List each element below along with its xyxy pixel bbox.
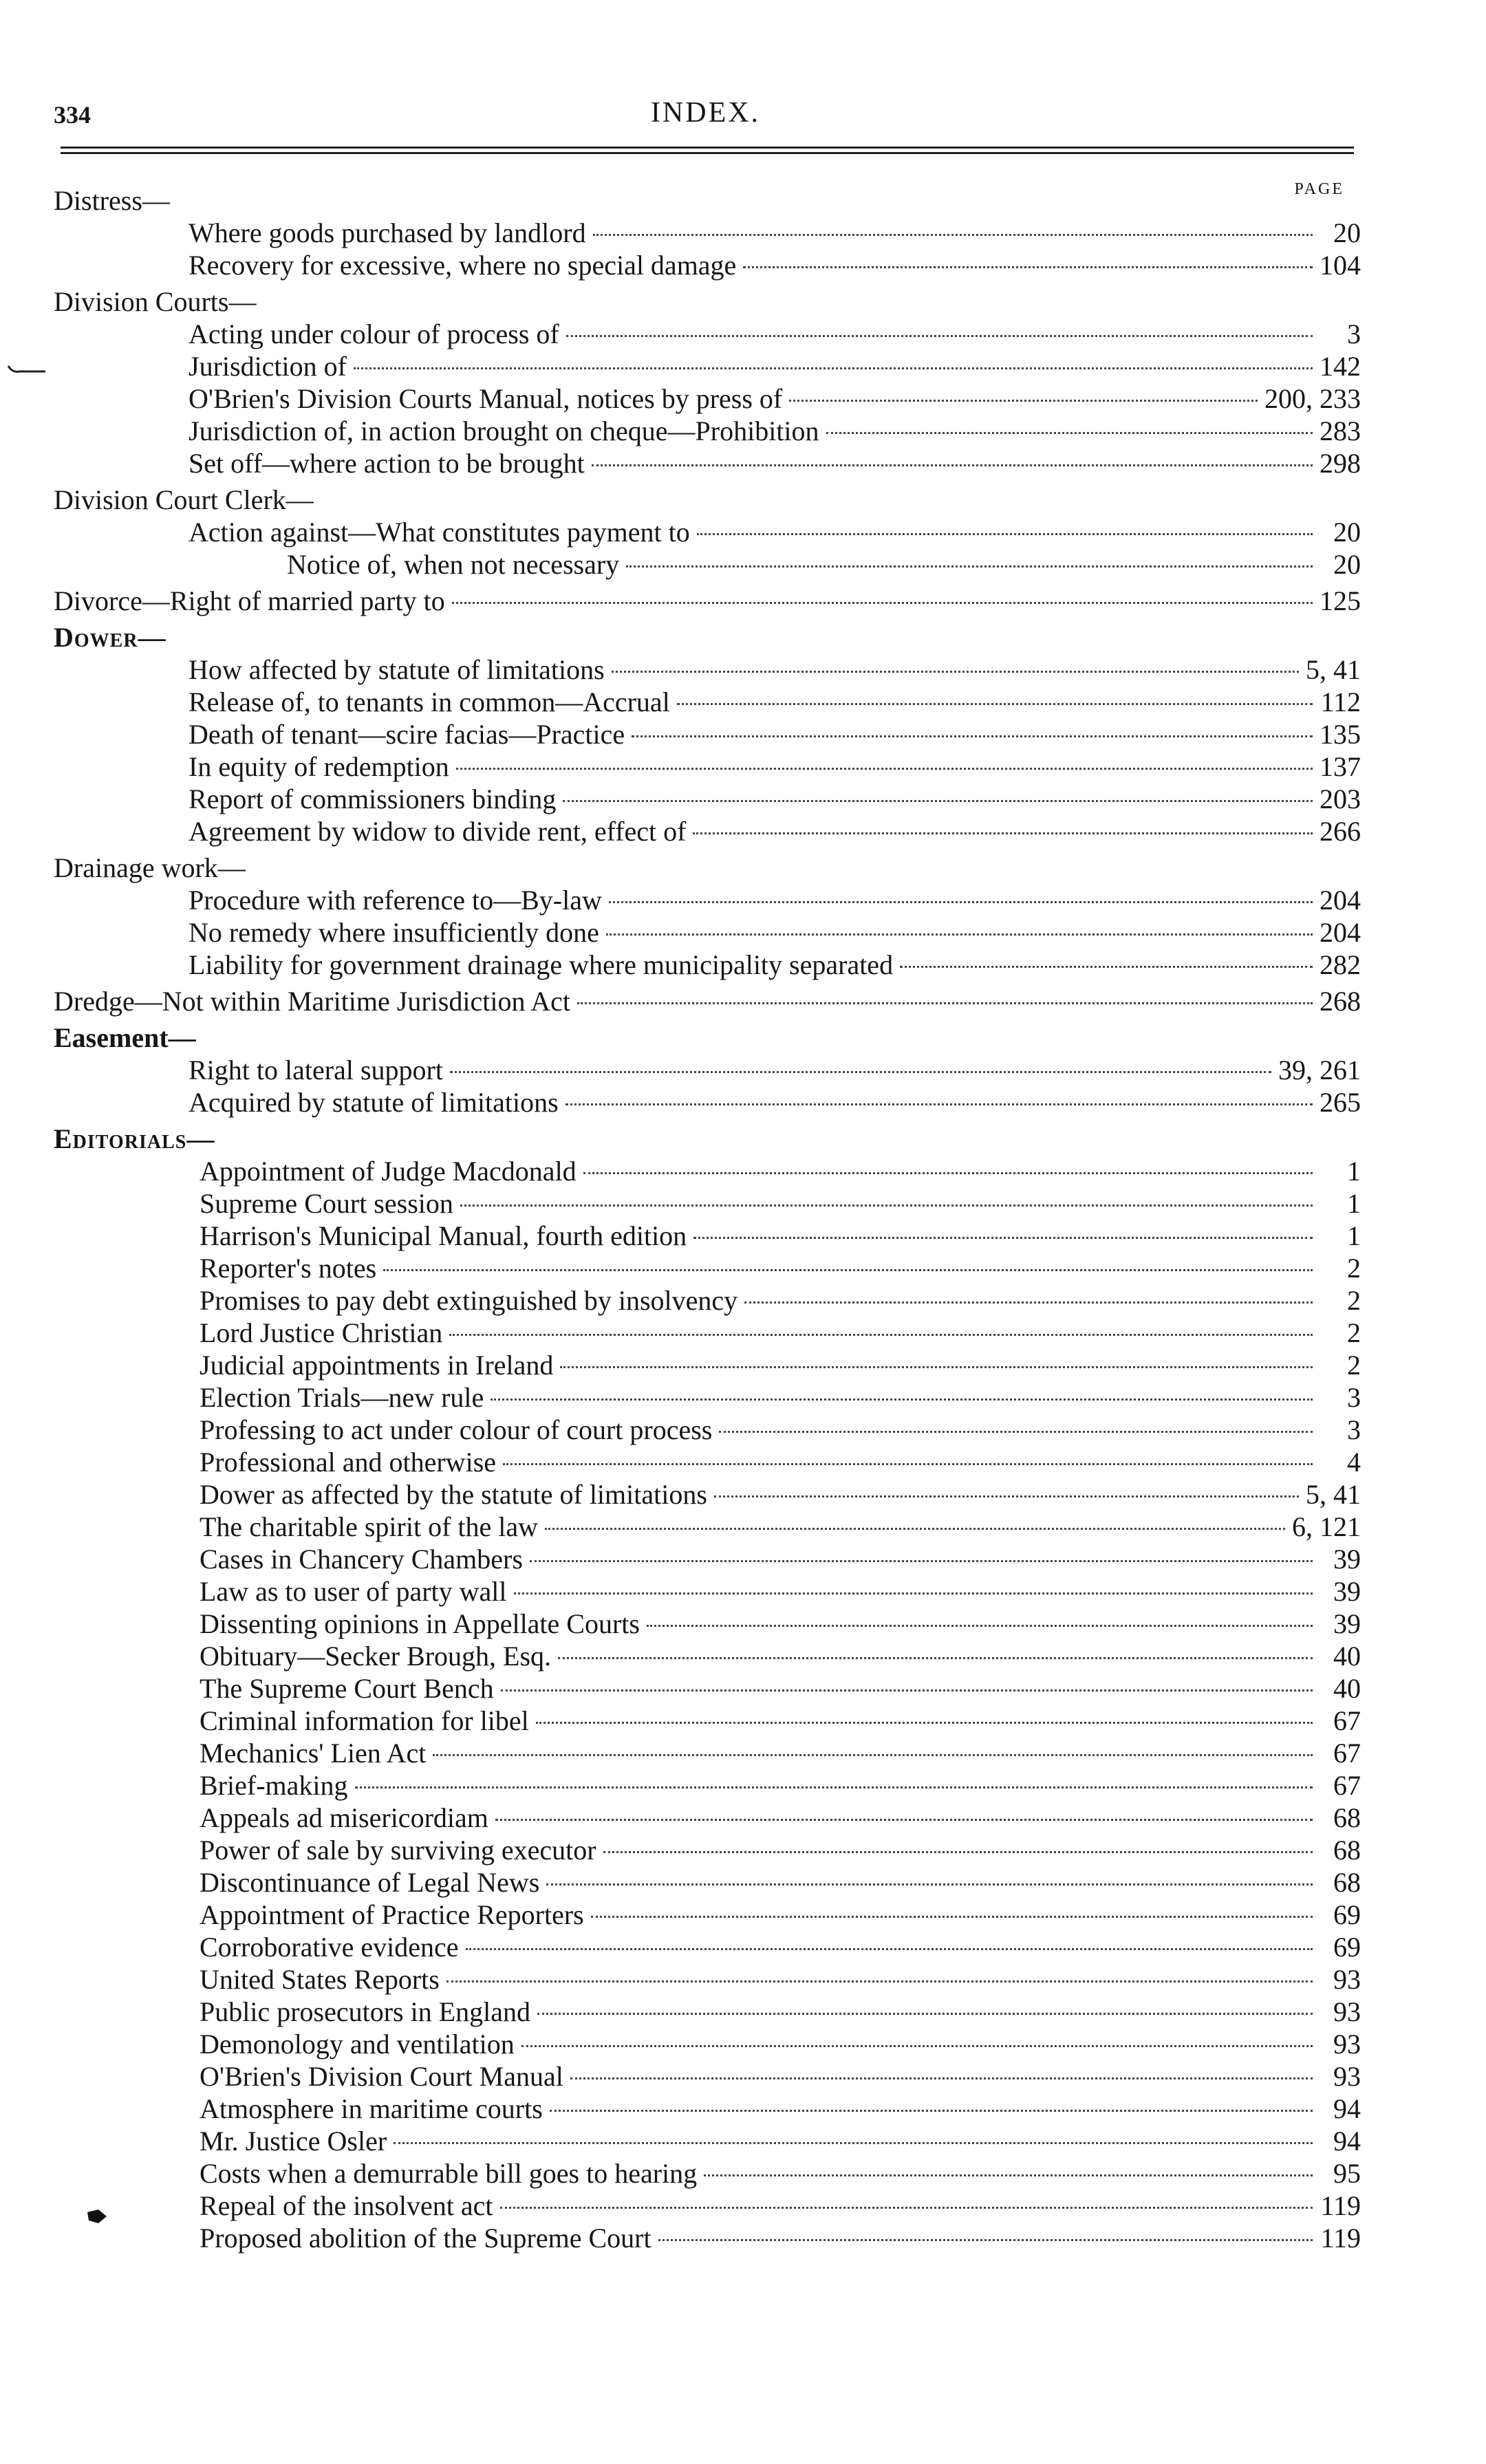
index-entry xyxy=(54,1963,1361,1996)
index-entry xyxy=(54,217,1361,249)
entry-label: Acting under colour of process of xyxy=(189,318,559,349)
entry-page-ref: 3 xyxy=(1347,1382,1361,1413)
dot-leader xyxy=(677,703,1313,705)
entry-label: Corroborative evidence xyxy=(200,1932,459,1963)
dot-leader xyxy=(606,933,1313,936)
index-entry xyxy=(54,548,1361,581)
page-number: 334 xyxy=(54,101,91,129)
dot-leader xyxy=(449,1334,1313,1336)
entry-page-ref: 68 xyxy=(1333,1867,1361,1898)
entry-page-ref: 119 xyxy=(1320,2223,1361,2254)
dot-leader xyxy=(500,2207,1313,2209)
entry-page-ref: 2 xyxy=(1347,1317,1361,1348)
entry-page-ref: 68 xyxy=(1333,1802,1361,1833)
entry-label: Drainage work— xyxy=(54,852,246,883)
dot-leader xyxy=(536,1722,1313,1724)
entry-page-ref: 2 xyxy=(1347,1253,1361,1284)
dot-leader xyxy=(383,1269,1313,1271)
entry-page-ref: 20 xyxy=(1333,517,1361,548)
dot-leader xyxy=(563,800,1313,802)
entry-label: Dissenting opinions in Appellate Courts xyxy=(200,1608,640,1639)
index-entry xyxy=(54,949,1361,981)
index-entry xyxy=(54,1608,1361,1640)
entry-page-ref: 266 xyxy=(1320,816,1361,847)
index-entry xyxy=(54,2060,1361,2093)
entry-label: Harrison's Municipal Manual, fourth edition xyxy=(200,1220,687,1251)
dot-leader xyxy=(537,2013,1313,2015)
entry-label: Reporter's notes xyxy=(200,1253,377,1284)
entry-label: Dredge—Not within Maritime Jurisdiction Act xyxy=(54,986,570,1017)
index-entry xyxy=(54,516,1361,548)
entry-page-ref: 265 xyxy=(1320,1087,1361,1118)
index-entry xyxy=(54,852,1361,884)
index-entry xyxy=(54,249,1361,281)
index-entry xyxy=(54,1284,1361,1317)
entry-label: O'Brien's Division Court Manual xyxy=(200,2061,563,2092)
dot-leader xyxy=(647,1625,1313,1627)
entry-label: The Supreme Court Bench xyxy=(200,1673,494,1704)
index-entry xyxy=(54,1317,1361,1349)
entry-label: Supreme Court session xyxy=(200,1188,453,1219)
entry-page-ref: 1 xyxy=(1347,1156,1361,1187)
entry-label: Dower as affected by the statute of limitations xyxy=(200,1479,707,1510)
header-rule-bottom xyxy=(61,152,1354,154)
index-entry xyxy=(54,1575,1361,1608)
index-entry xyxy=(54,1543,1361,1575)
entry-page-ref: 69 xyxy=(1333,1932,1361,1963)
index-entry xyxy=(54,1252,1361,1284)
index-entry xyxy=(54,382,1361,415)
index-entry xyxy=(54,1155,1361,1187)
entry-page-ref: 69 xyxy=(1333,1899,1361,1930)
entry-page-ref: 94 xyxy=(1333,2093,1361,2124)
entry-label: Judicial appointments in Ireland xyxy=(200,1350,554,1381)
dot-leader xyxy=(550,2110,1313,2112)
entry-page-ref: 268 xyxy=(1320,986,1361,1017)
entry-label: Distress— xyxy=(54,185,170,216)
dot-leader xyxy=(592,464,1313,466)
entry-label: The charitable spirit of the law xyxy=(200,1511,539,1542)
entry-page-ref: 142 xyxy=(1320,351,1361,382)
dot-leader xyxy=(789,400,1258,402)
index-entry xyxy=(54,2093,1361,2125)
index-entry xyxy=(54,2190,1361,2222)
entry-label: Costs when a demurrable bill goes to hearing xyxy=(200,2158,698,2189)
entry-page-ref: 40 xyxy=(1333,1641,1361,1672)
entry-label: Division Court Clerk— xyxy=(54,484,314,515)
dot-leader xyxy=(626,565,1313,568)
entry-page-ref: 68 xyxy=(1333,1835,1361,1866)
entry-label: Brief-making xyxy=(200,1770,348,1801)
entry-page-ref: 67 xyxy=(1333,1738,1361,1769)
index-entry xyxy=(54,2157,1361,2190)
entry-label: Mr. Justice Osler xyxy=(200,2126,387,2157)
entry-page-ref: 40 xyxy=(1333,1673,1361,1704)
entry-page-ref: 283 xyxy=(1320,415,1361,446)
dot-leader xyxy=(693,832,1313,834)
entry-label: Professional and otherwise xyxy=(200,1447,497,1478)
entry-label: Criminal information for libel xyxy=(200,1705,529,1736)
entry-page-ref: 3 xyxy=(1347,318,1361,349)
dot-leader xyxy=(743,266,1313,268)
entry-page-ref: 39 xyxy=(1333,1608,1361,1639)
index-entry xyxy=(54,484,1361,516)
index-entry xyxy=(54,1022,1361,1054)
entry-label: Discontinuance of Legal News xyxy=(200,1867,540,1898)
dot-leader xyxy=(719,1431,1313,1433)
entry-label: Action against—What constitutes payment to xyxy=(189,517,690,548)
entry-label: Editorials— xyxy=(54,1123,215,1154)
entry-page-ref: 1 xyxy=(1347,1220,1361,1251)
running-head xyxy=(54,96,1357,131)
index-entry xyxy=(54,1640,1361,1672)
entry-label: O'Brien's Division Courts Manual, notices by press of xyxy=(189,383,783,414)
entry-page-ref: 93 xyxy=(1333,1996,1361,2027)
dot-leader xyxy=(603,1851,1313,1853)
entry-label: Law as to user of party wall xyxy=(200,1576,507,1607)
entry-label: Easement— xyxy=(54,1022,196,1053)
index-entry xyxy=(54,415,1361,447)
entry-label: No remedy where insufficiently done xyxy=(189,917,599,948)
entry-label: How affected by statute of limitations xyxy=(189,654,605,685)
entry-page-ref: 282 xyxy=(1320,949,1361,980)
index-entry xyxy=(54,1996,1361,2028)
index-entry xyxy=(54,285,1361,318)
index-entries xyxy=(54,184,1361,2254)
page-title: INDEX. xyxy=(650,97,761,129)
entry-label: Repeal of the insolvent act xyxy=(200,2190,493,2221)
index-entry xyxy=(54,2028,1361,2060)
index-entry xyxy=(54,1866,1361,1899)
entry-label: Professing to act under colour of court process xyxy=(200,1414,713,1445)
index-entry xyxy=(54,184,1361,217)
index-entry xyxy=(54,884,1361,916)
index-entry xyxy=(54,750,1361,783)
entry-label: Proposed abolition of the Supreme Court xyxy=(200,2223,652,2254)
entry-page-ref: 3 xyxy=(1347,1414,1361,1445)
index-entry xyxy=(54,585,1361,617)
entry-page-ref: 67 xyxy=(1333,1705,1361,1736)
dot-leader xyxy=(452,602,1313,604)
index-entry xyxy=(54,1187,1361,1220)
entry-page-ref: 125 xyxy=(1320,585,1361,616)
entry-page-ref: 1 xyxy=(1347,1188,1361,1219)
entry-label: Jurisdiction of, in action brought on cheque—Prohibition xyxy=(189,415,819,446)
dot-leader xyxy=(693,1237,1313,1239)
entry-label: Death of tenant—scire facias—Practice xyxy=(189,719,625,750)
entry-page-ref: 104 xyxy=(1320,250,1361,281)
entry-label: Lord Justice Christian xyxy=(200,1317,443,1348)
index-entry xyxy=(54,2222,1361,2254)
entry-label: Appeals ad misericordiam xyxy=(200,1802,488,1833)
entry-label: Election Trials—new rule xyxy=(200,1382,484,1413)
pointing-hand-icon xyxy=(86,2207,108,2226)
dot-leader xyxy=(394,2142,1313,2144)
dot-leader xyxy=(521,2045,1313,2047)
entry-page-ref: 20 xyxy=(1333,217,1361,248)
entry-page-ref: 200, 233 xyxy=(1264,383,1361,414)
index-entry xyxy=(54,1123,1361,1155)
index-entry xyxy=(54,1769,1361,1802)
dot-leader xyxy=(570,2077,1313,2079)
entry-page-ref: 5, 41 xyxy=(1306,1479,1361,1510)
index-entry xyxy=(54,1478,1361,1511)
index-entry xyxy=(54,350,1361,382)
entry-label: Appointment of Judge Macdonald xyxy=(200,1156,577,1187)
entry-page-ref: 5, 41 xyxy=(1306,654,1361,685)
entry-label: Divorce—Right of married party to xyxy=(54,585,445,616)
entry-page-ref: 95 xyxy=(1333,2158,1361,2189)
dot-leader xyxy=(704,2174,1313,2176)
dot-leader xyxy=(632,735,1313,737)
index-entry xyxy=(54,1414,1361,1446)
entry-page-ref: 203 xyxy=(1320,783,1361,814)
index-entry xyxy=(54,1220,1361,1252)
dot-leader xyxy=(450,1071,1271,1073)
dot-leader xyxy=(593,234,1313,236)
dot-leader xyxy=(714,1495,1299,1498)
index-entry xyxy=(54,1446,1361,1478)
index-entry xyxy=(54,686,1361,718)
entry-label: In equity of redemption xyxy=(189,751,449,782)
dot-leader xyxy=(566,335,1313,337)
dot-leader xyxy=(460,1204,1313,1207)
entry-page-ref: 39 xyxy=(1333,1576,1361,1607)
entry-label: United States Reports xyxy=(200,1964,440,1995)
index-entry xyxy=(54,985,1361,1017)
index-entry xyxy=(54,1672,1361,1705)
entry-page-ref: 204 xyxy=(1320,917,1361,948)
dot-leader xyxy=(591,1916,1313,1918)
entry-label: Power of sale by surviving executor xyxy=(200,1835,596,1866)
entry-label: Agreement by widow to divide rent, effect of xyxy=(189,816,687,847)
index-entry xyxy=(54,1054,1361,1086)
entry-page-ref: 135 xyxy=(1320,719,1361,750)
entry-page-ref: 204 xyxy=(1320,885,1361,916)
entry-page-ref: 112 xyxy=(1320,687,1361,717)
entry-label: Division Courts— xyxy=(54,286,257,317)
entry-label: Right to lateral support xyxy=(189,1055,443,1085)
entry-page-ref: 4 xyxy=(1347,1447,1361,1478)
entry-page-ref: 93 xyxy=(1333,1964,1361,1995)
dot-leader xyxy=(744,1301,1313,1304)
entry-label: Demonology and ventilation xyxy=(200,2029,515,2060)
entry-label: Atmosphere in maritime courts xyxy=(200,2093,543,2124)
entry-page-ref: 2 xyxy=(1347,1350,1361,1381)
entry-label: Where goods purchased by landlord xyxy=(189,217,586,248)
index-entry xyxy=(54,1511,1361,1543)
entry-label: Acquired by statute of limitations xyxy=(189,1087,559,1118)
index-entry xyxy=(54,318,1361,350)
dot-leader xyxy=(446,1980,1313,1982)
margin-mark xyxy=(7,365,48,374)
index-entry xyxy=(54,1705,1361,1737)
entry-label: Recovery for excessive, where no special damage xyxy=(189,250,737,281)
entry-label: Release of, to tenants in common—Accrual xyxy=(189,687,670,717)
dot-leader xyxy=(546,1883,1313,1885)
dot-leader xyxy=(355,1786,1313,1788)
dot-leader xyxy=(658,2239,1313,2241)
entry-page-ref: 20 xyxy=(1333,549,1361,580)
index-entry xyxy=(54,1802,1361,1834)
index-entry xyxy=(54,916,1361,949)
entry-page-ref: 93 xyxy=(1333,2029,1361,2060)
entry-page-ref: 119 xyxy=(1320,2190,1361,2221)
index-entry xyxy=(54,1381,1361,1414)
dot-leader xyxy=(354,367,1313,369)
dot-leader xyxy=(612,671,1299,673)
header-rule-top xyxy=(61,147,1354,150)
index-entry xyxy=(54,1834,1361,1866)
dot-leader xyxy=(609,901,1313,903)
entry-label: Notice of, when not necessary xyxy=(287,549,620,580)
dot-leader xyxy=(583,1172,1313,1174)
entry-page-ref: 94 xyxy=(1333,2126,1361,2157)
dot-leader xyxy=(501,1689,1313,1692)
dot-leader xyxy=(466,1948,1313,1950)
entry-label: Liability for government drainage where municipality separated xyxy=(189,949,894,980)
dot-leader xyxy=(503,1463,1313,1465)
entry-page-ref: 298 xyxy=(1320,448,1361,479)
entry-label: Procedure with reference to—By-law xyxy=(189,885,602,916)
entry-page-ref: 67 xyxy=(1333,1770,1361,1801)
entry-label: Set off—where action to be brought xyxy=(189,448,585,479)
dot-leader xyxy=(545,1528,1285,1530)
dot-leader xyxy=(826,432,1313,434)
entry-label: Mechanics' Lien Act xyxy=(200,1738,427,1769)
entry-page-ref: 93 xyxy=(1333,2061,1361,2092)
entry-label: Obituary—Secker Brough, Esq. xyxy=(200,1641,552,1672)
dot-leader xyxy=(514,1592,1313,1595)
entry-label: Report of commissioners binding xyxy=(189,783,557,814)
index-entry xyxy=(54,815,1361,847)
entry-label: Public prosecutors in England xyxy=(200,1996,531,2027)
entry-page-ref: 137 xyxy=(1320,751,1361,782)
dot-leader xyxy=(558,1657,1313,1659)
entry-label: Promises to pay debt extinguished by insolvency xyxy=(200,1285,738,1316)
dot-leader xyxy=(456,768,1313,770)
page-column-label: PAGE xyxy=(1294,180,1344,198)
index-entry xyxy=(54,1086,1361,1118)
entry-page-ref: 39 xyxy=(1333,1544,1361,1575)
index-entry xyxy=(54,653,1361,686)
index-entry xyxy=(54,1899,1361,1931)
entry-label: Cases in Chancery Chambers xyxy=(200,1544,523,1575)
dot-leader xyxy=(433,1754,1313,1756)
dot-leader xyxy=(566,1103,1313,1105)
entry-page-ref: 39, 261 xyxy=(1278,1055,1361,1085)
index-entry xyxy=(54,1737,1361,1769)
entry-page-ref: 6, 121 xyxy=(1292,1511,1361,1542)
index-entry xyxy=(54,447,1361,479)
entry-page-ref: 2 xyxy=(1347,1285,1361,1316)
entry-label: Appointment of Practice Reporters xyxy=(200,1899,584,1930)
entry-label: Dower— xyxy=(54,622,166,653)
entry-label: Jurisdiction of xyxy=(189,351,347,382)
index-entry xyxy=(54,718,1361,750)
index-entry xyxy=(54,2125,1361,2157)
dot-leader xyxy=(530,1560,1313,1562)
index-entry xyxy=(54,621,1361,653)
dot-leader xyxy=(697,533,1313,535)
index-entry xyxy=(54,1349,1361,1381)
dot-leader xyxy=(900,966,1313,968)
dot-leader xyxy=(495,1819,1313,1821)
dot-leader xyxy=(491,1398,1313,1401)
index-entry xyxy=(54,1931,1361,1963)
dot-leader xyxy=(560,1366,1313,1368)
index-entry xyxy=(54,783,1361,815)
dot-leader xyxy=(577,1002,1313,1004)
